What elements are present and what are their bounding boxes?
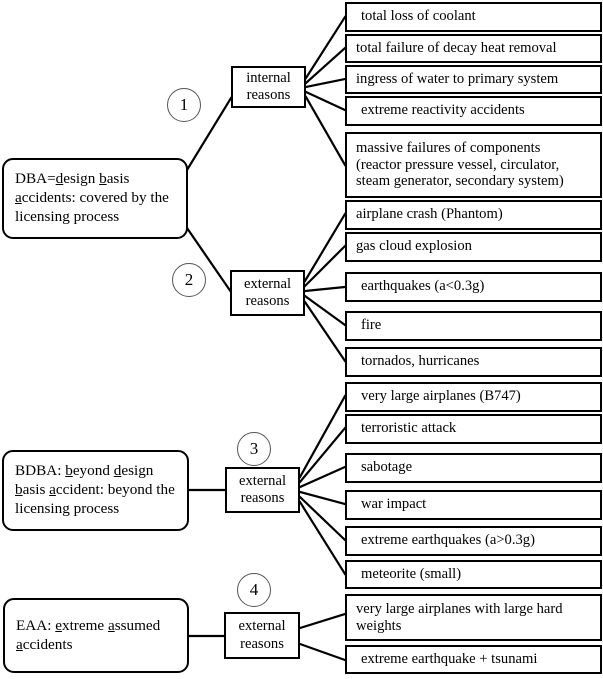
- leaf-label-line1: very large airplanes with large hard: [356, 600, 563, 617]
- leaf-label-line3: steam generator, secondary system): [356, 173, 564, 190]
- leaf-box-fire[interactable]: [345, 311, 602, 341]
- reasons-box-external-3[interactable]: [225, 467, 300, 513]
- reasons-box-line2: reasons: [240, 490, 285, 506]
- leaf-label: extreme earthquakes (a>0.3g): [361, 532, 535, 549]
- reasons-box-internal-1[interactable]: [231, 66, 306, 108]
- reasons-box-line1: external: [238, 618, 286, 635]
- leaf-label: fire: [361, 317, 382, 334]
- leaf-box-war-impact[interactable]: [345, 490, 602, 520]
- leaf-box-terroristic-attack[interactable]: [345, 414, 602, 444]
- leaf-box-total-loss-of-coolant[interactable]: [345, 2, 602, 32]
- reasons-box-line2: reasons: [246, 87, 291, 103]
- leaf-label: earthquakes (a<0.3g): [361, 278, 485, 295]
- leaf-label: extreme reactivity accidents: [361, 102, 525, 119]
- reasons-box-line1: internal: [246, 69, 291, 86]
- leaf-box-sabotage[interactable]: [345, 453, 602, 483]
- leaf-label: gas cloud explosion: [356, 238, 472, 255]
- leaf-label-line2: (reactor pressure vessel, circulator,: [356, 156, 560, 173]
- leaf-box-ingress-of-water-to-primary-system[interactable]: [345, 65, 602, 94]
- leaf-label: tornados, hurricanes: [361, 353, 480, 370]
- leaf-box-earthquakes-a-lt-0-3g[interactable]: [345, 272, 602, 302]
- leaf-box-airplane-crash-phantom[interactable]: [345, 200, 602, 230]
- leaf-label-line2: weights: [356, 617, 402, 634]
- reasons-box-line2: reasons: [240, 635, 284, 652]
- leaf-label: very large airplanes (B747): [361, 388, 521, 405]
- leaf-label: war impact: [361, 496, 427, 513]
- leaf-box-gas-cloud-explosion[interactable]: [345, 232, 602, 262]
- branch-number-1: 1: [167, 88, 201, 122]
- category-box-dba[interactable]: [2, 158, 188, 239]
- reasons-box-external-4[interactable]: [224, 612, 300, 659]
- leaf-box-extreme-earthquake-tsunami[interactable]: [345, 645, 602, 674]
- branch-number-3: 3: [237, 432, 271, 466]
- leaf-label: total failure of decay heat removal: [356, 39, 557, 56]
- category-label-bdba: BDBA: beyond design basis accident: beyond the licensing process: [15, 462, 175, 517]
- reasons-box-line2: reasons: [245, 293, 290, 309]
- reasons-box-line1: external: [239, 472, 286, 489]
- leaf-box-massive-failures-of-components[interactable]: [345, 132, 602, 198]
- category-label-eaa: EAA: extreme assumed accidents: [16, 616, 161, 653]
- leaf-box-extreme-earthquakes-a-gt-0-3g[interactable]: [345, 526, 602, 556]
- leaf-label: ingress of water to primary system: [356, 70, 559, 87]
- leaf-label: terroristic attack: [361, 420, 457, 437]
- branch-number-2: 2: [172, 263, 206, 297]
- leaf-label-line1: massive failures of components: [356, 140, 541, 157]
- leaf-label: extreme earthquake + tsunami: [361, 650, 538, 667]
- branch-number-4: 4: [237, 573, 271, 607]
- leaf-box-meteorite-small[interactable]: [345, 560, 602, 589]
- reasons-box-line1: external: [244, 275, 291, 292]
- leaf-box-total-failure-of-decay-heat-removal[interactable]: [345, 34, 602, 63]
- leaf-label: meteorite (small): [361, 565, 462, 582]
- reasons-box-external-2[interactable]: [230, 270, 305, 316]
- category-box-bdba[interactable]: [2, 450, 189, 531]
- category-label-dba: DBA=design basis accidents: covered by the licensing process: [15, 170, 169, 225]
- category-box-eaa[interactable]: [3, 598, 189, 673]
- leaf-box-very-large-airplanes-b747[interactable]: [345, 382, 602, 412]
- leaf-box-tornados-hurricanes[interactable]: [345, 347, 602, 377]
- leaf-label: airplane crash (Phantom): [356, 206, 503, 223]
- leaf-label: sabotage: [361, 459, 413, 476]
- leaf-box-extreme-reactivity-accidents[interactable]: [345, 96, 602, 126]
- leaf-box-very-large-airplanes-with-large-hard-weights[interactable]: [345, 594, 602, 641]
- leaf-label: total loss of coolant: [361, 8, 476, 25]
